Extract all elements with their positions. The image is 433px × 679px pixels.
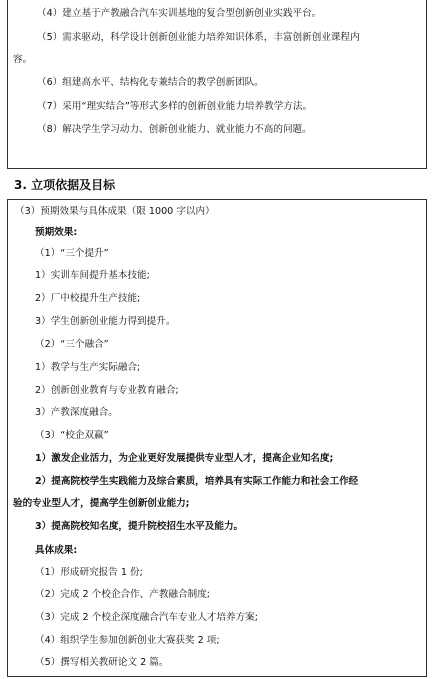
effect-group-title: （2）“三个融合” [35, 339, 109, 350]
section-heading: 3. 立项依据及目标 [14, 178, 116, 192]
effect-line: 1）教学与生产实际融合; [35, 362, 141, 373]
objective-item-6: （6）组建高水平、结构化专兼结合的教学创新团队。 [37, 77, 264, 88]
objective-item-8: （8）解决学生学习动力、创新创业能力、就业能力不高的问题。 [37, 124, 312, 135]
effect-line: 1）激发企业活力，为企业更好发展提供专业型人才，提高企业知名度; [35, 453, 334, 464]
effect-line: 3）产教深度融合。 [35, 407, 118, 418]
effect-line: 2）创新创业教育与专业教育融合; [35, 385, 179, 396]
effect-line: 2）提高院校学生实践能力及综合素质，培养具有实际工作能力和社会工作经 [35, 476, 359, 487]
objective-item-5-continued: 容。 [13, 54, 33, 65]
effect-group-title: （1）“三个提升” [35, 248, 109, 259]
result-item: （1）形成研究报告 1 份; [35, 567, 143, 578]
expected-effects-title: 预期效果: [35, 227, 78, 238]
effect-line: 3）提高院校知名度，提升院校招生水平及能力。 [35, 521, 244, 532]
result-item: （2）完成 2 个校企合作、产教融合制度; [35, 589, 211, 600]
objective-item-4: （4）建立基于产教融合汽车实训基地的复合型创新创业实践平台。 [37, 8, 322, 19]
expected-results-header: （3）预期效果与具体成果（限 1000 字以内） [15, 206, 215, 217]
result-item: （4）组织学生参加创新创业大赛获奖 2 项; [35, 635, 220, 646]
effect-line: 2）厂中校提升生产技能; [35, 293, 141, 304]
effect-line-continued: 验的专业型人才，提高学生创新创业能力; [13, 498, 190, 509]
effect-line: 3）学生创新创业能力得到提升。 [35, 316, 176, 327]
effect-group-title: （3）“校企双赢” [35, 430, 109, 441]
effect-line: 1）实训车间提升基本技能; [35, 270, 150, 281]
result-item: （3）完成 2 个校企深度融合汽车专业人才培养方案; [35, 612, 259, 623]
specific-results-title: 具体成果: [35, 545, 78, 556]
result-item: （5）撰写相关教研论文 2 篇。 [35, 657, 169, 668]
objective-item-5: （5）需求驱动，科学设计创新创业能力培养知识体系，丰富创新创业课程内 [37, 32, 360, 43]
objective-item-7: （7）采用“理实结合”等形式多样的创新创业能力培养教学方法。 [37, 101, 313, 112]
